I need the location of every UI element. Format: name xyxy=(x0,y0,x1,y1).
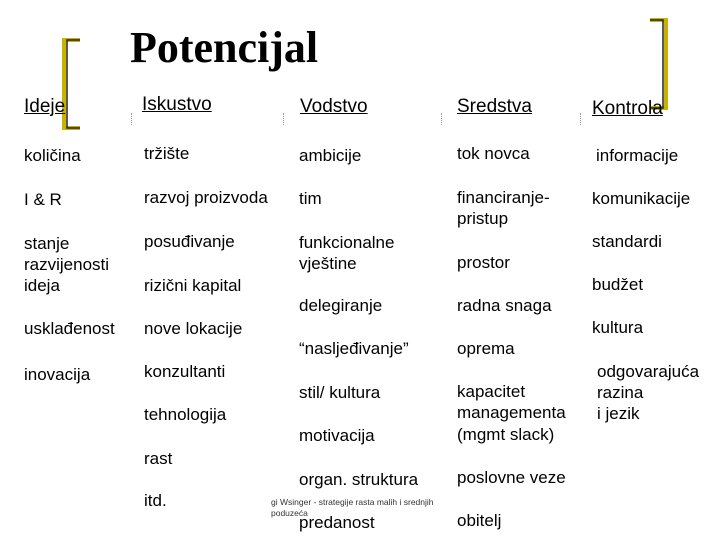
ideje-item: ideja xyxy=(24,276,60,295)
ideje-item: količina xyxy=(24,146,81,165)
kontrola-item: odgovarajuća xyxy=(597,362,700,381)
iskustvo-item: tržište xyxy=(144,144,190,163)
kontrola-item: budžet xyxy=(592,275,644,294)
vodstvo-item: tim xyxy=(299,189,322,208)
kontrola-item: i jezik xyxy=(597,404,640,423)
iskustvo-item: posuđivanje xyxy=(144,232,235,251)
header-kontrola: Kontrola xyxy=(592,98,663,119)
page-title: Potencijal xyxy=(130,23,319,72)
ideje-item: stanje xyxy=(24,234,70,253)
column-divider xyxy=(283,113,284,125)
iskustvo-item: razvoj proizvoda xyxy=(144,188,268,207)
kontrola-item: razina xyxy=(597,383,644,402)
sredstva-item: managementa xyxy=(457,403,566,422)
header-ideje: Ideje xyxy=(24,96,66,117)
sredstva-item: financiranje- xyxy=(457,188,550,207)
ideje-item: razvijenosti xyxy=(24,255,110,274)
vodstvo-item: “nasljeđivanje” xyxy=(299,339,409,358)
sredstva-item: pristup xyxy=(457,209,509,228)
column-divider xyxy=(580,113,581,125)
kontrola-item: kultura xyxy=(592,318,644,337)
ideje-item: inovacija xyxy=(24,365,91,384)
vodstvo-item: stil/ kultura xyxy=(299,383,381,402)
sredstva-item: tok novca xyxy=(457,144,530,163)
kontrola-item: komunikacije xyxy=(592,189,691,208)
sredstva-item: prostor xyxy=(457,253,510,272)
iskustvo-item: tehnologija xyxy=(144,405,227,424)
vodstvo-item: funkcionalne xyxy=(299,233,395,252)
iskustvo-item: rizični kapital xyxy=(144,276,242,295)
vodstvo-item: ambicije xyxy=(299,146,362,165)
column-divider xyxy=(441,113,442,125)
vodstvo-item: motivacija xyxy=(299,426,375,445)
header-iskustvo: Iskustvo xyxy=(142,94,212,115)
sredstva-item: radna snaga xyxy=(457,296,552,315)
ideje-item: usklađenost xyxy=(24,319,115,338)
ideje-item: I & R xyxy=(24,190,62,209)
sredstva-item: poslovne veze xyxy=(457,468,566,487)
vodstvo-item: vještine xyxy=(299,254,357,273)
sredstva-item: obitelj xyxy=(457,511,502,530)
sredstva-item: kapacitet xyxy=(457,382,526,401)
kontrola-item: standardi xyxy=(592,232,662,251)
vodstvo-item: organ. struktura xyxy=(299,470,419,489)
vodstvo-item: delegiranje xyxy=(299,296,383,315)
header-vodstvo: Vodstvo xyxy=(300,96,368,117)
sredstva-item: oprema xyxy=(457,339,515,358)
iskustvo-item: konzultanti xyxy=(144,362,226,381)
iskustvo-item: nove lokacije xyxy=(144,319,243,338)
iskustvo-item: itd. xyxy=(144,491,167,510)
sredstva-item: (mgmt slack) xyxy=(457,425,555,444)
header-sredstva: Sredstva xyxy=(457,96,532,117)
kontrola-item: informacije xyxy=(596,146,679,165)
source-footnote-line: gi Wsinger - strategije rasta malih i srednjih xyxy=(271,497,434,507)
vodstvo-item: predanost xyxy=(299,513,375,532)
column-divider xyxy=(131,113,132,125)
right-bracket-decoration xyxy=(648,18,670,110)
source-footnote-line: poduzeća xyxy=(271,508,308,518)
iskustvo-item: rast xyxy=(144,449,173,468)
